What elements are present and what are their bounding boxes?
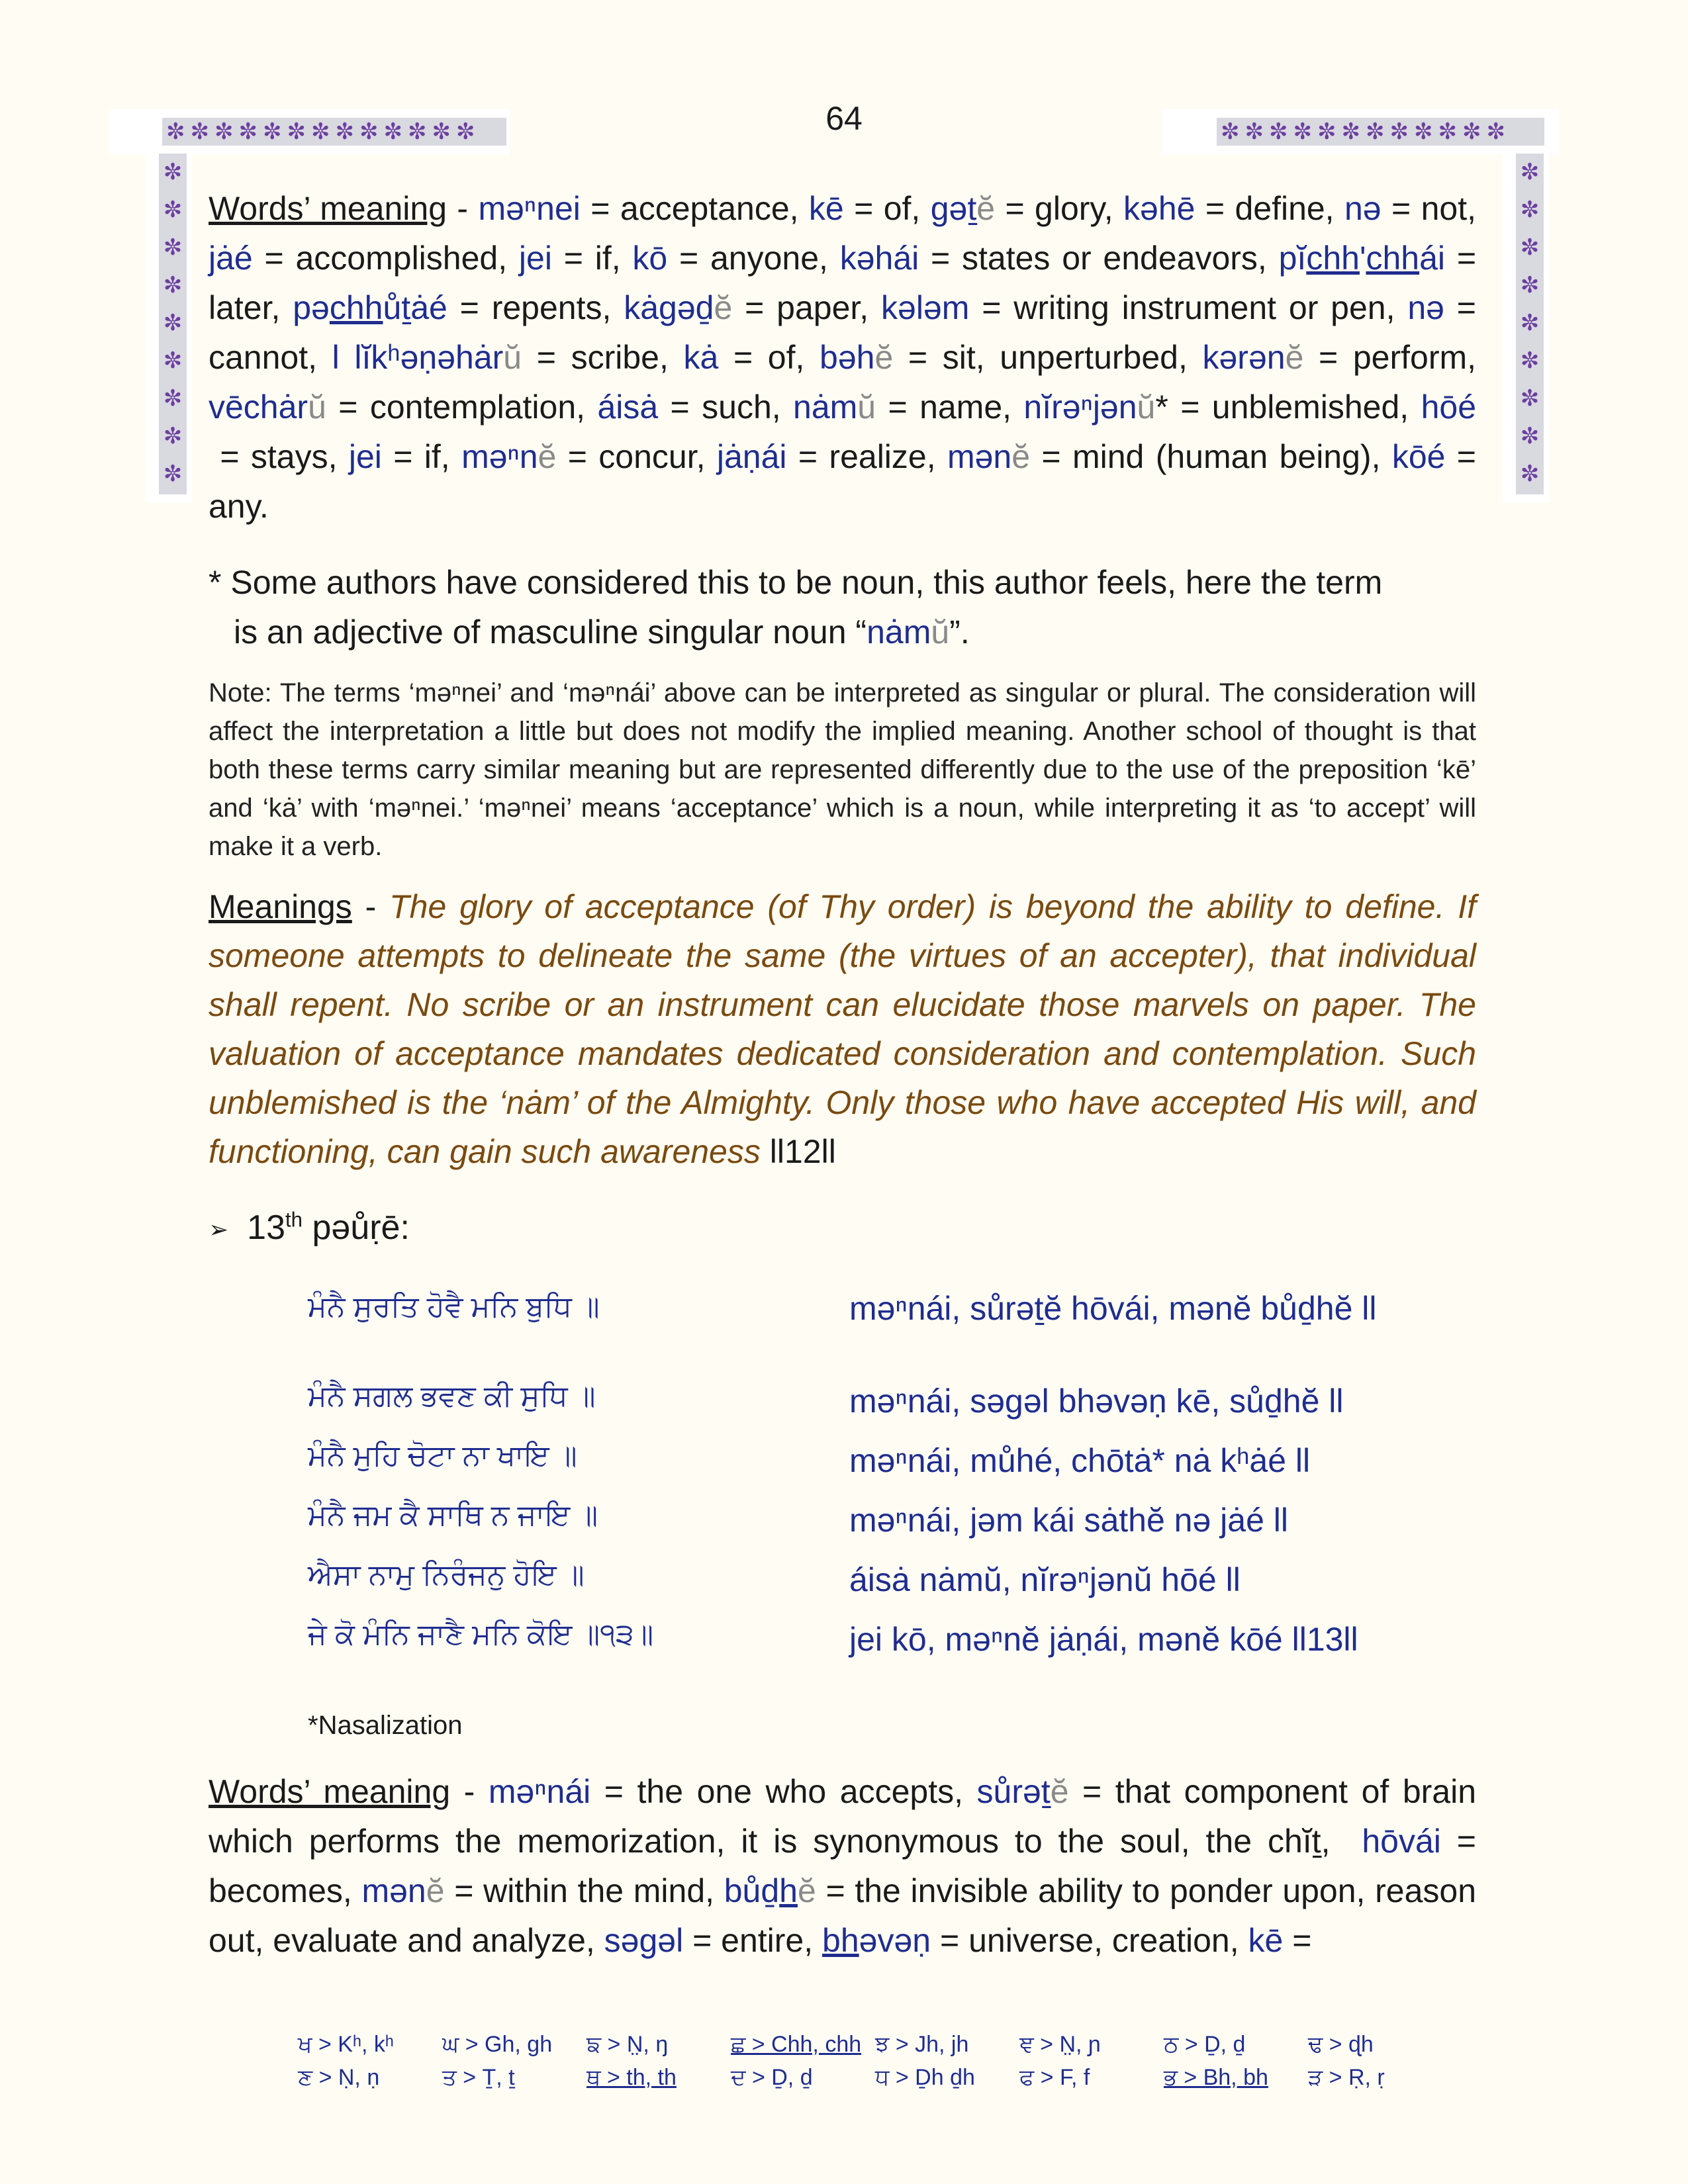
flower-ornament-icon: ✼ <box>163 348 183 373</box>
flower-ornament-icon: ✼ <box>1520 348 1540 373</box>
flower-ornament-icon: ✼ <box>1520 461 1540 486</box>
legend-entry: ਧ > Ḏh ḏh <box>875 2065 975 2090</box>
legend-entry: ਞ > N̤, ɲ <box>1019 2032 1101 2057</box>
legend-entry: ਠ > Ḏ, ḏ <box>1164 2032 1246 2057</box>
meanings-dash: - <box>352 888 390 925</box>
verse-end-marker: ll12ll <box>760 1133 836 1170</box>
verse-transliteration: áisȧ nȧmŭ, nĭrəⁿjənŭ hōé ll <box>849 1561 1241 1598</box>
footnote-close: ”. <box>949 614 970 651</box>
words-meaning-dash: - <box>447 190 479 227</box>
flower-ornament-icon: ✼ <box>1317 119 1339 144</box>
flower-ornament-icon: ✼ <box>190 119 212 144</box>
flower-ornament-icon: ✼ <box>1520 159 1540 185</box>
words-meaning-label: Words’ meaning <box>209 190 447 227</box>
legend-entry: ੜ > Ṛ, ṛ <box>1308 2065 1385 2090</box>
page-number: 64 <box>825 100 863 137</box>
pauri-ordinal: th <box>285 1208 303 1232</box>
flower-ornament-icon: ✼ <box>163 461 183 486</box>
verse-transliteration: jei kō, məⁿnĕ jȧṇái, mənĕ kōé ll13ll <box>849 1621 1358 1658</box>
verse-transliteration: məⁿnái, jəm kái sȧthĕ nə jȧé ll <box>849 1502 1289 1539</box>
legend-entry: ਛ > Chh, chh <box>731 2032 862 2057</box>
nasalization-note: *Nasalization <box>308 1711 463 1740</box>
flower-ornament-icon: ✼ <box>1341 119 1363 144</box>
meanings-text: The glory of acceptance (of Thy order) is beyond the ability to define. If someone attempts to delineate the same (the virtues of an accepter), that individual shall repent. No scribe or an instrument can elucidate those marvels on paper. The valuation of acceptance mandates dedicated consideration and contemplation. Such unblemished is the ‘nȧm’ of the Almighty. Only those who have accepted His will, and functioning, can gain such awareness <box>209 888 1476 1170</box>
meanings-label: Meanings <box>209 888 352 925</box>
flower-ornament-icon: ✼ <box>311 119 333 144</box>
flower-ornament-icon: ✼ <box>163 310 183 336</box>
transliteration-legend-row-2 <box>298 2065 1456 2091</box>
flower-ornament-icon: ✼ <box>335 119 357 144</box>
meanings-paragraph <box>209 882 1476 1176</box>
legend-entry: ਦ > Ḏ, ḏ <box>731 2065 813 2090</box>
verse-gurmukhi: ਐਸਾ ਨਾਮੁ ਨਿਰੰਜਨੁ ਹੋਇ ॥ <box>308 1559 585 1591</box>
ornament-strip-top-left <box>162 118 506 146</box>
bullet-arrow-icon: ➢ <box>209 1216 229 1244</box>
flower-ornament-icon: ✼ <box>1269 119 1291 144</box>
flower-ornament-icon: ✼ <box>1462 119 1484 144</box>
pauri-heading <box>209 1208 410 1248</box>
flower-ornament-icon: ✼ <box>163 386 183 411</box>
flower-ornament-icon: ✼ <box>1366 119 1387 144</box>
verse-transliteration: məⁿnái, sůrəṯĕ hōvái, mənĕ bůḏhĕ ll <box>849 1290 1377 1327</box>
verse-gurmukhi: ਜੇ ਕੋ ਮੰਨਿ ਜਾਣੈ ਮਨਿ ਕੋਇ ॥੧੩॥ <box>308 1618 654 1651</box>
legend-entry: ਙ > N̤, ŋ <box>586 2032 669 2057</box>
pauri-label: pəůṛē: <box>303 1208 410 1247</box>
flower-ornament-icon: ✼ <box>1520 235 1540 260</box>
legend-entry: ਝ > Jh, jh <box>875 2032 969 2057</box>
legend-entry: ਢ > ɖh <box>1308 2032 1374 2057</box>
verse-gurmukhi: ਮੰਨੈ ਸੁਰਤਿ ਹੋਵੈ ਮਨਿ ਬੁਧਿ ॥ <box>308 1291 600 1323</box>
legend-entry: ਤ > Ṯ, ṯ <box>442 2065 515 2090</box>
legend-entry: ਘ > Gh, gh <box>442 2032 553 2057</box>
footnote-text: is an adjective of masculine singular noun “ <box>234 614 867 651</box>
footnote-term: nȧm <box>867 614 931 651</box>
flower-ornament-icon: ✼ <box>163 197 183 222</box>
flower-ornament-icon: ✼ <box>1520 197 1540 222</box>
verse-gurmukhi: ਮੰਨੈ ਜਮ ਕੈ ਸਾਥਿ ਨ ਜਾਇ ॥ <box>308 1499 598 1531</box>
footnote-term-vowel: ŭ <box>931 614 950 651</box>
ornament-strip-right <box>1516 154 1544 494</box>
flower-ornament-icon: ✼ <box>1520 386 1540 411</box>
flower-ornament-icon: ✼ <box>1520 273 1540 298</box>
flower-ornament-icon: ✼ <box>359 119 381 144</box>
flower-ornament-icon: ✼ <box>1520 424 1540 449</box>
flower-ornament-icon: ✼ <box>163 159 183 185</box>
transliteration-legend-row-1 <box>298 2032 1456 2058</box>
flower-ornament-icon: ✼ <box>1520 310 1540 336</box>
verse-gurmukhi: ਮੰਨੈ ਮੁਹਿ ਚੋਟਾ ਨਾ ਖਾਇ ॥ <box>308 1439 577 1472</box>
flower-ornament-icon: ✼ <box>166 119 188 144</box>
flower-ornament-icon: ✼ <box>287 119 308 144</box>
legend-entry: ਖ > Kʰ, kʰ <box>298 2032 394 2057</box>
flower-ornament-icon: ✼ <box>408 119 430 144</box>
flower-ornament-icon: ✼ <box>163 273 183 298</box>
flower-ornament-icon: ✼ <box>1293 119 1315 144</box>
flower-ornament-icon: ✼ <box>1486 119 1508 144</box>
flower-ornament-icon: ✼ <box>1244 119 1266 144</box>
footnote-line-2 <box>209 608 1476 657</box>
legend-entry: ਣ > Ṇ, ṇ <box>298 2065 380 2090</box>
ornament-strip-left <box>159 154 187 494</box>
flower-ornament-icon: ✼ <box>263 119 285 144</box>
verse-gurmukhi: ਮੰਨੈ ਸਗਲ ਭਵਣ ਕੀ ਸੁਧਿ ॥ <box>308 1380 596 1412</box>
flower-ornament-icon: ✼ <box>456 119 478 144</box>
flower-ornament-icon: ✼ <box>1221 119 1243 144</box>
flower-ornament-icon: ✼ <box>214 119 236 144</box>
words-meaning-label: Words’ meaning <box>209 1773 451 1810</box>
flower-ornament-icon: ✼ <box>238 119 260 144</box>
pauri-number: 13 <box>247 1208 286 1247</box>
note-paragraph: Note: The terms ‘məⁿnei’ and ‘məⁿnái’ above can be interpreted as singular or plural. The consideration will affect the interpretation a little but does not modify the implied meaning. Another school of thought is that both these terms carry similar meaning but are represented differently due to the use of the preposition ‘kē’ and ‘kȧ’ with ‘məⁿnei.’ ‘məⁿnei’ means ‘acceptance’ which is a noun, while interpreting it as ‘to accept’ will make it a verb. <box>209 678 1476 861</box>
flower-ornament-icon: ✼ <box>1414 119 1436 144</box>
legend-entry: ਭ > Bh, bh <box>1164 2065 1268 2090</box>
ornament-strip-top-right <box>1217 118 1544 146</box>
legend-entry: ਥ > th, th <box>586 2065 677 2090</box>
words-meaning-paragraph-1: Words’ meaning - məⁿnei = acceptance, kē = of, gəṯĕ = glory, kəhē = define, nə = not, jȧé = accomplished, jei = if, kō = anyone, kəhái = states or endeavors, pĭchhʹchhái = later, pəchhůṯȧé = repents, kȧgəḏĕ = paper, kələm = writing instrument or pen, nə = cannot, l lĭkʰəṇəhȧrŭ = scribe, kȧ = of, bəhĕ = sit, unperturbed, kərənĕ = perform, vēchȧrŭ = contemplation, áisȧ = such, nȧmŭ = name, nĭrəⁿjənŭ* = unblemished, hōé = stays, jei = if, məⁿnĕ = concur, jȧṇái = realize, mənĕ = mind (human being), kōé = any. <box>209 190 1477 525</box>
flower-ornament-icon: ✼ <box>1389 119 1411 144</box>
flower-ornament-icon: ✼ <box>163 424 183 449</box>
footnote <box>209 558 1476 657</box>
flower-ornament-icon: ✼ <box>432 119 453 144</box>
flower-ornament-icon: ✼ <box>163 235 183 260</box>
flower-ornament-icon: ✼ <box>1438 119 1460 144</box>
words-meaning-paragraph-2: Words’ meaning - məⁿnái = the one who accepts, sůrəṯĕ = that component of brain which performs the memorization, it is synonymous to the soul, the chĭṯ, hōvái = becomes, mənĕ = within the mind, bůḏhĕ = the invisible ability to ponder upon, reason out, evaluate and analyze, səgəl = entire, bhəvəṇ = universe, creation, kē = <box>209 1773 1477 1959</box>
legend-entry: ਫ > F, f <box>1019 2065 1090 2090</box>
footnote-line-1: * Some authors have considered this to be noun, this author feels, here the term <box>209 564 1383 601</box>
verse-transliteration: məⁿnái, můhé, chōtȧ* nȧ kʰȧé ll <box>849 1442 1311 1479</box>
flower-ornament-icon: ✼ <box>383 119 405 144</box>
verse-transliteration: məⁿnái, səgəl bhəvəṇ kē, sůḏhĕ ll <box>849 1383 1344 1420</box>
